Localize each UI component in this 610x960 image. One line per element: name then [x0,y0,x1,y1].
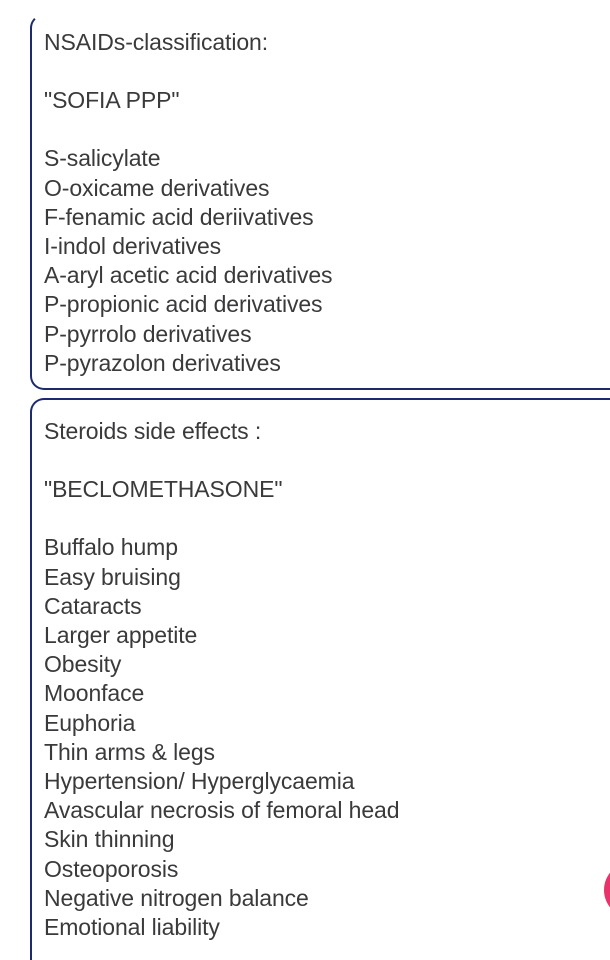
list-item: Larger appetite [44,622,198,649]
list-item: Euphoria [44,709,136,736]
list-item: Skin thinning [44,826,175,853]
list-item: Negative nitrogen balance [44,884,309,911]
list-item: Buffalo hump [44,534,178,561]
nsaids-class-list [44,144,610,378]
list-item: Easy bruising [44,563,181,590]
list-item: S-salicylate [44,145,161,172]
nsaids-note-card [30,14,610,390]
steroids-mnemonic: "BECLOMETHASONE" [44,476,283,503]
nsaids-heading: NSAIDs-classification: [44,29,269,55]
list-item: Avascular necrosis of femoral head [44,797,400,824]
nsaids-note-content [44,28,610,378]
list-item: P-pyrazolon derivatives [44,349,281,376]
steroids-heading: Steroids side effects : [44,418,262,444]
steroids-note-content [44,417,610,942]
list-item: Osteoporosis [44,855,179,882]
list-item: Thin arms & legs [44,738,215,765]
list-item: Hypertension/ Hyperglycaemia [44,768,355,795]
list-item: P-propionic acid derivatives [44,291,323,318]
list-item: O-oxicame derivatives [44,174,270,201]
nsaids-mnemonic: "SOFIA PPP" [44,87,180,114]
list-item: Obesity [44,651,122,678]
list-item: Moonface [44,680,145,707]
list-item: I-indol derivatives [44,233,222,260]
steroids-note-card [30,398,610,960]
steroids-side-effects-list [44,533,610,942]
list-item: Emotional liability [44,914,220,941]
list-item: A-aryl acetic acid derivatives [44,262,333,289]
list-item: P-pyrrolo derivatives [44,320,252,347]
list-item: Cataracts [44,592,142,619]
list-item: F-fenamic acid deriivatives [44,203,314,230]
